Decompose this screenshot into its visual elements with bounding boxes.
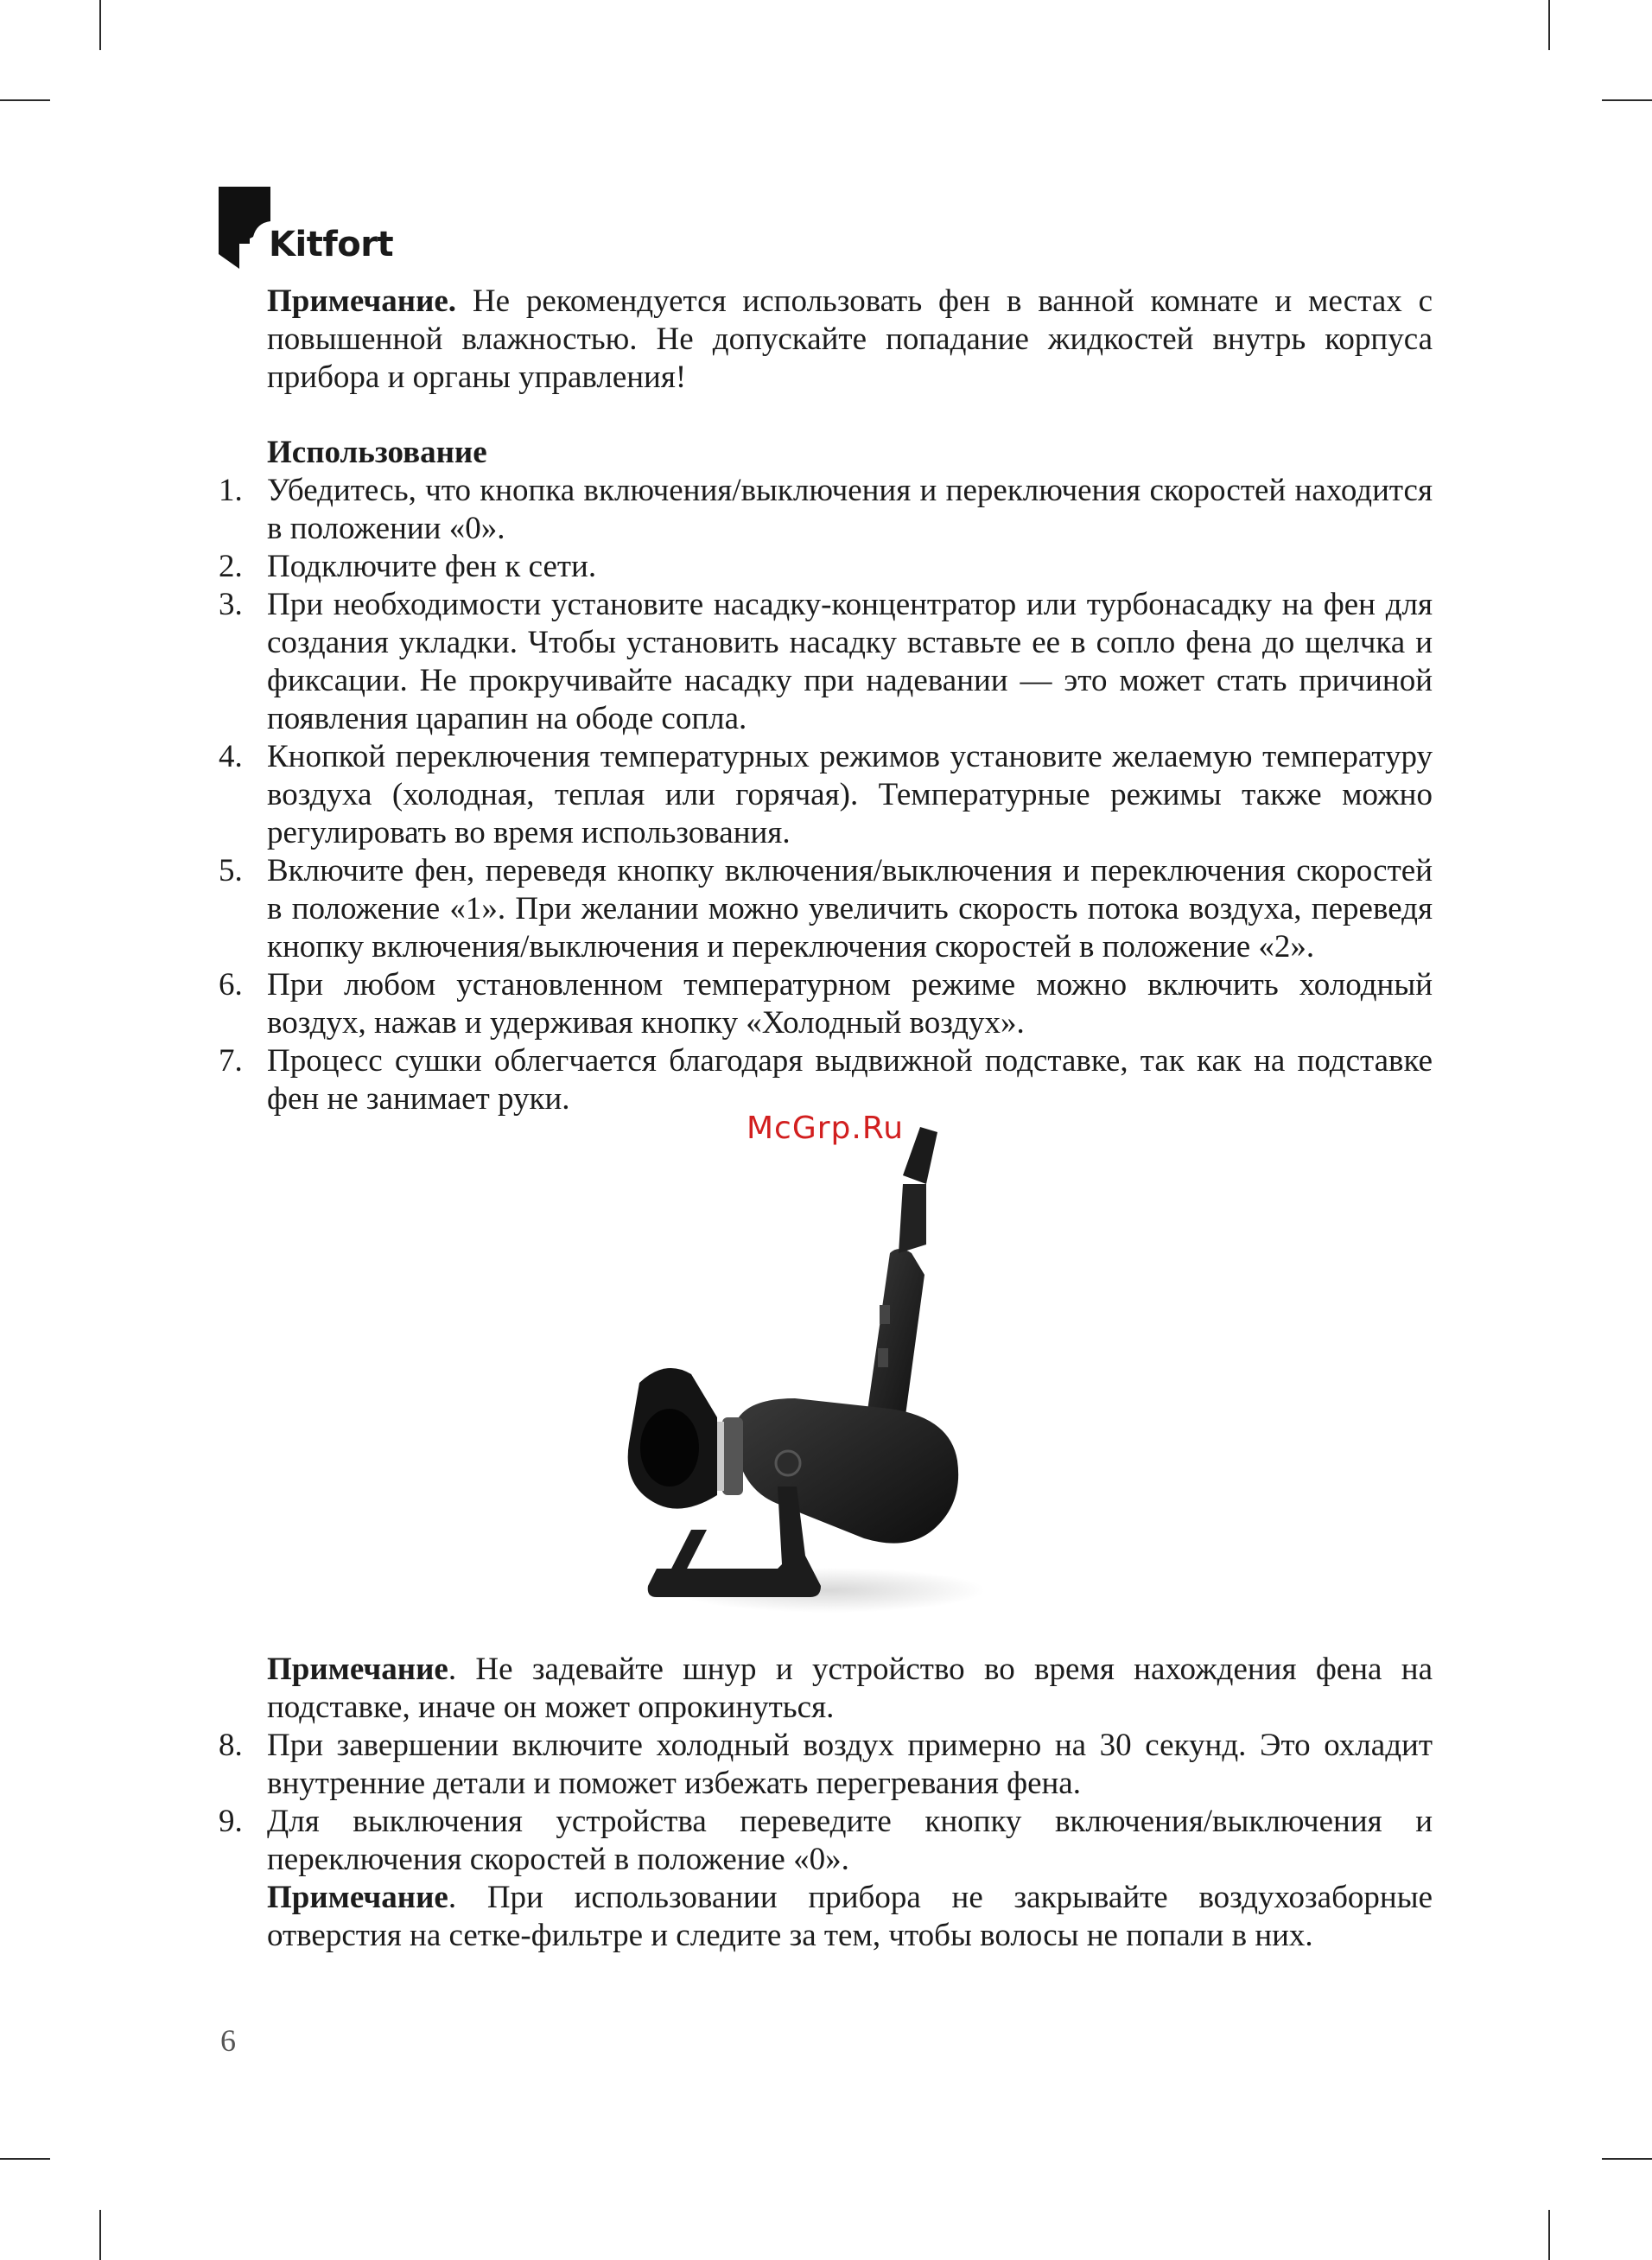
section-title-text: Использование [267, 435, 487, 470]
kitfort-logo [219, 187, 394, 273]
note-mid [219, 1651, 1433, 1727]
crop-mark [99, 2210, 101, 2260]
page-number: 6 [220, 2023, 236, 2058]
list-item: 4. Кнопкой переключения температурных режимов установите желаемую температуру воздуха (холодная, теплая или горячая). Температурные режимы также можно регулировать во время использования. [219, 739, 1433, 850]
list-item: 6. При любом установленном температурном режиме можно включить холодный воздух, нажав и удерживая кнопку «Холодный воздух». [219, 967, 1433, 1041]
note-top-text: Не рекомендуется использовать фен в ванной комнате и местах с повышенной влажностью. Не допускайте попадание жидкостей внутрь корпуса прибора и органы управления! [267, 283, 1433, 395]
note-bottom [219, 1879, 1433, 1955]
crop-mark [0, 99, 50, 101]
note-top-label: Примечание. [267, 283, 457, 319]
list-item: 9. Для выключения устройства переведите кнопку включения/выключения и переключения скоростей в положение «0». [219, 1804, 1433, 1877]
brand-name: Kitfort [269, 225, 394, 264]
note-mid-label: Примечание [267, 1652, 448, 1687]
crop-mark [99, 0, 101, 50]
kitfort-logo-mark [219, 187, 270, 269]
list-item: 3. При необходимости установите насадку-концентратор или турбонасадку на фен для создания укладки. Чтобы установить насадку вставьте ее в сопло фена до щелчка и фиксации. Не прокручивайте насадку при надевании — это может стать причиной появления царапин на ободе сопла. [219, 587, 1433, 736]
note-bottom-text: . При использовании прибора не закрывайте воздухозаборные отверстия на сетке-фильтре и следите за тем, чтобы волосы не попали в них. [267, 1880, 1433, 1953]
crop-mark [1548, 2210, 1550, 2260]
crop-mark [1602, 2158, 1652, 2160]
note-bottom-label: Примечание [267, 1880, 448, 1915]
section-title [219, 434, 1433, 472]
list-item: 5. Включите фен, переведя кнопку включения/выключения и переключения скоростей в положение «1». При желании можно увеличить скорость потока воздуха, переведя кнопку включения/выключения и переключения скоростей в положение «2». [219, 853, 1433, 964]
crop-mark [1602, 99, 1652, 101]
list-item: 1. Убедитесь, что кнопка включения/выключения и переключения скоростей находится в положении «0». [219, 473, 1433, 546]
crop-mark [0, 2158, 50, 2160]
list-item: 8. При завершении включите холодный воздух примерно на 30 секунд. Это охладит внутренние детали и поможет избежать перегревания фена. [219, 1728, 1433, 1801]
watermark: McGrp.Ru [747, 1111, 905, 1146]
steps-list-a [219, 472, 1433, 1118]
hair-dryer-image [605, 1124, 1002, 1633]
note-top [219, 283, 1433, 397]
list-item: 7. Процесс сушки облегчается благодаря выдвижной подставке, так как на подставке фен не занимает руки. [219, 1043, 1433, 1117]
steps-list-b [219, 1727, 1433, 1955]
crop-mark [1548, 0, 1550, 50]
list-item: 2. Подключите фен к сети. [219, 549, 597, 584]
note-mid-text: . Не задевайте шнур и устройство во время нахождения фена на подставке, иначе он может опрокинуться. [267, 1652, 1433, 1725]
